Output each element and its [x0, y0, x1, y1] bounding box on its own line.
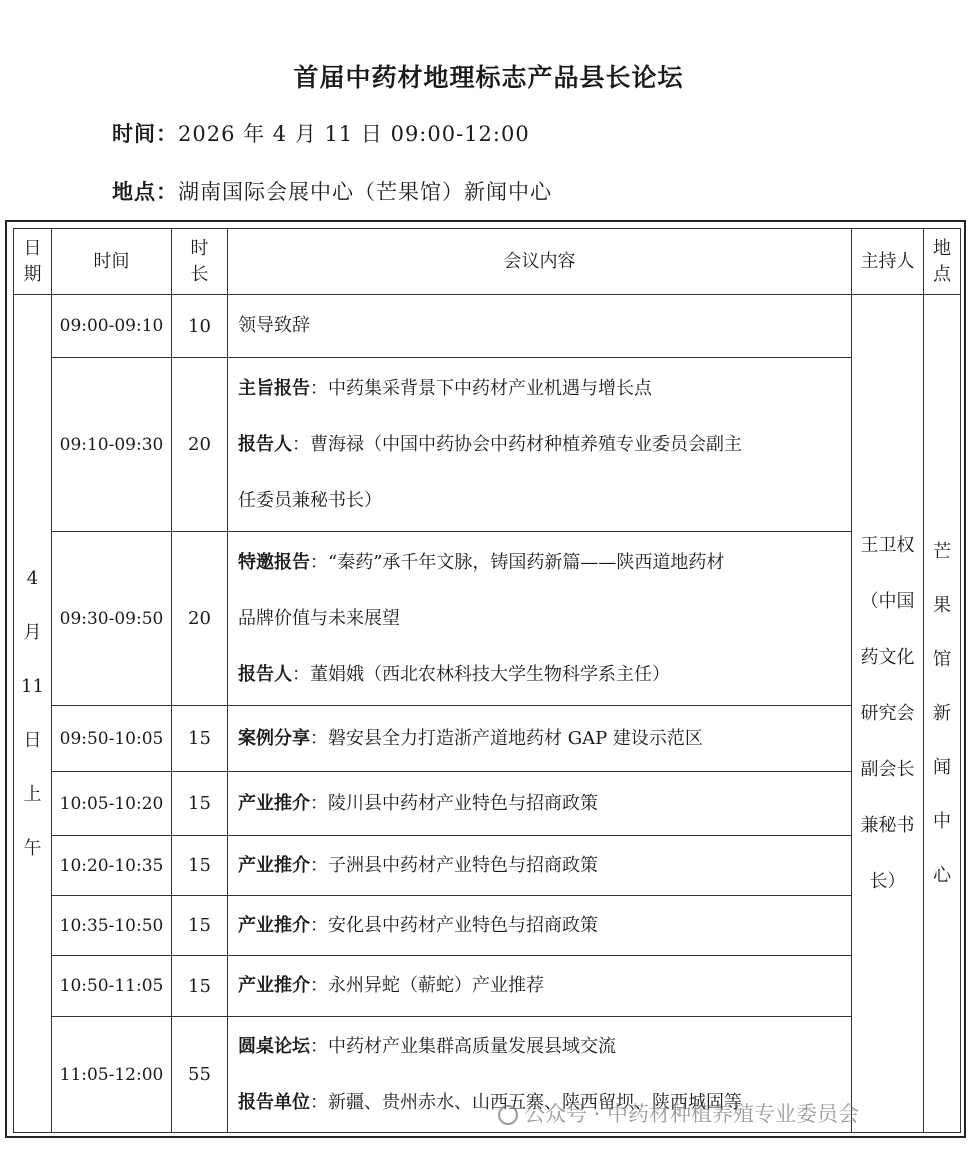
- header-row: [14, 229, 961, 295]
- content-cell: 圆桌论坛：中药材产业集群高质量发展县域交流 报告单位：新疆、贵州赤水、山西五寨、陕西留坝、陕西城固等: [228, 1017, 852, 1133]
- header-date: 日 期: [14, 229, 52, 295]
- time-value: 2026 年 4 月 11 日 09:00-12:00: [178, 122, 530, 146]
- place-cell: 芒 果 馆 新 闻 中 心: [924, 295, 961, 1133]
- table-row: [14, 956, 961, 1017]
- time-cell: 10:50-11:05: [52, 956, 172, 1017]
- header-host: 主持人: [852, 229, 924, 295]
- content-cell: 产业推介：子洲县中药材产业特色与招商政策: [228, 836, 852, 896]
- meeting-time: [112, 118, 530, 148]
- watermark: [498, 1098, 859, 1128]
- duration-cell: 15: [172, 896, 228, 956]
- table-row: [14, 706, 961, 772]
- page-title: 首届中药材地理标志产品县长论坛: [293, 63, 684, 92]
- duration-cell: 15: [172, 956, 228, 1017]
- date-cell: 4 月 11 日 上 午: [14, 295, 52, 1133]
- content-cell: 特邀报告：“秦药”承千年文脉，铸国药新篇——陕西道地药材 品牌价值与未来展望 报告人：董娟娥（西北农林科技大学生物科学系主任）: [228, 532, 852, 706]
- duration-cell: 15: [172, 772, 228, 836]
- place-value: 湖南国际会展中心（芒果馆）新闻中心: [178, 180, 552, 204]
- duration-cell: 15: [172, 836, 228, 896]
- table-row: [14, 295, 961, 358]
- wechat-icon: [498, 1105, 518, 1125]
- table-row: [14, 772, 961, 836]
- duration-cell: 55: [172, 1017, 228, 1133]
- table-row: [14, 836, 961, 896]
- header-place: 地 点: [924, 229, 961, 295]
- time-cell: 11:05-12:00: [52, 1017, 172, 1133]
- table-row: [14, 896, 961, 956]
- content-cell: 领导致辞: [228, 295, 852, 358]
- table-row: [14, 358, 961, 532]
- table-row: [14, 532, 961, 706]
- watermark-text: 公众号 · 中药材种植养殖专业委员会: [524, 1102, 860, 1126]
- header-content: 会议内容: [228, 229, 852, 295]
- time-cell: 09:10-09:30: [52, 358, 172, 532]
- time-cell: 10:05-10:20: [52, 772, 172, 836]
- content-cell: 案例分享：磐安县全力打造浙产道地药材 GAP 建设示范区: [228, 706, 852, 772]
- content-cell: 产业推介：安化县中药材产业特色与招商政策: [228, 896, 852, 956]
- time-label: 时间：: [112, 122, 178, 146]
- header-time: 时间: [52, 229, 172, 295]
- place-label: 地点：: [112, 180, 178, 204]
- time-cell: 09:00-09:10: [52, 295, 172, 358]
- agenda-table: [13, 228, 961, 1133]
- content-cell: 产业推介：永州异蛇（蕲蛇）产业推荐: [228, 956, 852, 1017]
- time-cell: 10:20-10:35: [52, 836, 172, 896]
- content-cell: 产业推介：陵川县中药材产业特色与招商政策: [228, 772, 852, 836]
- host-cell: 王卫权 （中国 药文化 研究会 副会长 兼秘书 长）: [852, 295, 924, 1133]
- duration-cell: 20: [172, 532, 228, 706]
- duration-cell: 10: [172, 295, 228, 358]
- content-cell: 主旨报告：中药集采背景下中药材产业机遇与增长点 报告人：曹海禄（中国中药协会中药材种植养殖专业委员会副主 任委员兼秘书长）: [228, 358, 852, 532]
- header-duration: 时 长: [172, 229, 228, 295]
- time-cell: 10:35-10:50: [52, 896, 172, 956]
- duration-cell: 20: [172, 358, 228, 532]
- meeting-place: [112, 176, 552, 206]
- time-cell: 09:30-09:50: [52, 532, 172, 706]
- duration-cell: 15: [172, 706, 228, 772]
- time-cell: 09:50-10:05: [52, 706, 172, 772]
